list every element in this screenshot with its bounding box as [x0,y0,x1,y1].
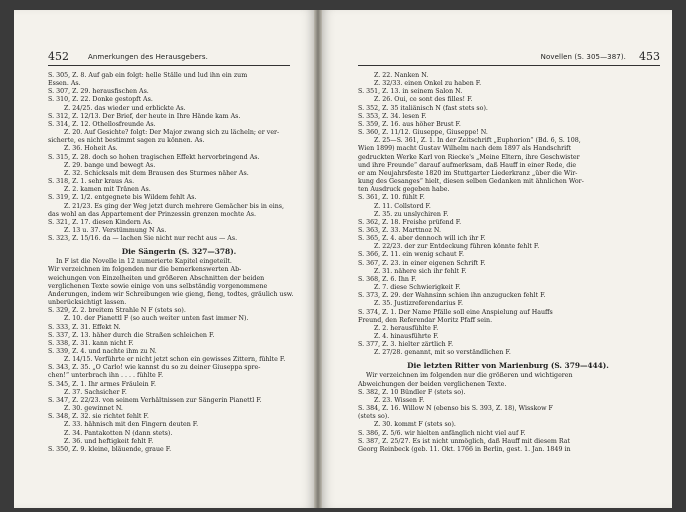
text-line: er am Neujahrsfeste 1820 im Stuttgarter Liederkranz „über die Wir- [358,169,578,177]
page-number: 452 [48,50,69,63]
text-line: Z. 2. kamen mit Tränen As. [64,186,151,194]
text-line: Wir verzeichnen im folgenden nur die größeren und wichtigeren [366,372,573,380]
text-line: S. 345, Z. 1. Ihr armes Fräulein F. [48,380,157,388]
text-line: weichungen von Einzelheiten und größeren Abschnitten der beiden [48,274,265,282]
text-line: S. 318, Z. 1. sehr kraus As. [48,178,135,186]
text-line: (stets so). [358,413,390,421]
text-line: Z. 20. Auf Gesichte? folgt: Der Major zwang sich zu lächeln; er ver- [64,129,280,137]
page-number: 453 [639,50,660,63]
text-line: S. 352, Z. 35 italiänisch N (fast stets so). [358,104,488,112]
text-line: Z. 30. kommt F (stets so). [374,421,456,429]
text-line: S. 374, Z. 1. Der Name Pfälle soll eine Anspielung auf Hauffs [358,308,553,316]
text-line: Z. 4. hinausführte F. [374,333,439,340]
running-head: Novellen (S. 305—387). [540,53,626,61]
text-line: S. 353, Z. 34. lesen F. [358,112,427,120]
text-line: S. 310, Z. 22. Donke gestopft As. [48,96,153,104]
text-line: S. 360, Z. 11/12. Giuseppe, Giuseppe! N. [358,129,488,137]
text-line: Z. 10. der Pianettl F (so auch weiter unten fast immer N). [64,315,249,323]
header-rule [358,65,660,66]
text-line: S. 361, Z. 10. fühlt F. [358,194,425,202]
text-line: Wir verzeichnen im folgenden nur die bemerkenswerten Ab- [48,266,242,274]
text-line: Freund, den Referendar Moritz Pfaff sein. [358,316,493,324]
text-line: S. 367, Z. 23. in einer eigenen Schrift F. [358,259,486,267]
text-line: S. 377, Z. 3. hielter zärtlich F. [358,341,454,349]
text-line: S. 337, Z. 13. häher durch die Straßen schleichen F. [48,331,215,339]
text-line: Z. 27/28. genannt, mit so verständlichen F. [374,349,511,357]
text-line: Z. 29. bange und bewegt As. [64,161,156,169]
intro-block [48,258,310,307]
text-line: Z. 26. Oui, ce sont des filles! F. [374,96,473,104]
text-line: S. 373, Z. 29. der Wahnsinn schien ihn anzugucken fehlt F. [358,292,546,300]
text-line: Z. 32. Schicksals mit dem Brausen des Sturmes näher As. [64,169,249,177]
text-line: S. 329, Z. 2. breitem Strahle N F (stets so). [48,307,186,315]
text-line: ten Ausdruck gegeben habe. [358,186,450,194]
book-gutter [314,10,322,508]
text-line: Z. 14/15. Verführte er nicht jetzt schon ein gewisses Zittern, fühlte F. [64,356,286,364]
text-line: Z. 32/33. einen Onkel zu haben F. [374,80,482,88]
text-line: S. 384, Z. 16. Willow N (ebenso bis S. 393, Z. 18), Wisskow F [358,405,553,413]
text-line: Z. 31. nähere sich ihr fehlt F. [374,267,467,275]
text-line: In F ist die Novelle in 12 numerierte Kapitel eingeteilt. [56,258,232,266]
notes-block [358,389,658,454]
text-line: S. 339, Z. 4. und nachte ihm zu N. [48,348,157,355]
text-line: unberücksichtigt lassen. [48,299,127,307]
text-line: Z. 36. und heftigkeit fehlt F. [64,437,154,445]
text-line: Z. 22/23. der zur Entdeckung führen könnte fehlt F. [374,243,540,251]
text-line: S. 323, Z. 15/16. da — lachen Sie nicht nur recht aus — As. [48,235,238,243]
text-line: Z. 24/25. das wieder und erblickte As. [64,104,186,112]
left-page [14,10,314,508]
text-line: S. 319, Z. 1/2. entgegnete bis Wildem fehlt As. [48,194,197,202]
text-line: Z. 35. Justizreferendarius F. [374,300,464,308]
text-line: Georg Reinbeck (geb. 11. Okt. 1766 in Berlin, gest. 1. Jan. 1849 in [358,445,571,453]
text-line: S. 347, Z. 22/23. von seinem Verhältnissen zur Sängerin Pianettl F. [48,396,262,404]
text-line: Änderungen, indem wir Schreibungen wie gieng, fieng, todtes, gräulich usw. [48,290,294,298]
text-line: und ihre Freunde“ darauf aufmerksam, daß Hauff in einer Rede, die [358,161,577,169]
text-line: S. 307, Z. 29. herausfischen As. [48,88,149,96]
notes-block [48,72,310,243]
text-line: Z. 23. Wissen F. [374,396,425,404]
text-line: chen!“ unterbrach ihn . . . . fühlte F. [48,372,164,380]
right-page [322,10,672,508]
text-line: S. 365, Z. 4. aber dennoch will ich ihr F. [358,235,486,243]
text-line: Z. 30. gewinnet N. [64,405,123,413]
text-line: gedruckten Werke Karl von Riecke's „Meine Eltern, ihre Geschwister [358,153,580,161]
text-line: Z. 2. herausfühlte F. [374,324,439,332]
text-line: S. 382, Z. 10 Bündler F (stets so). [358,388,466,396]
text-line: Z. 22. Nanken N. [374,72,429,79]
text-line: S. 312, Z. 12/13. Der Brief, der heute in Ihre Hände kam As. [48,112,241,120]
text-line: S. 305, Z. 8. Auf gab ein folgt: helle Ställe und lud ihn ein zum [48,72,248,79]
right-page-body [358,72,658,454]
text-line: S. 363, Z. 33. Marttnoz N. [358,226,441,234]
text-line: S. 333, Z. 31. Effekt N. [48,323,121,331]
text-line: S. 366, Z. 11. ein wenig schaut F. [358,251,464,259]
text-line: Z. 34. Pantakotten N (dann stets). [64,429,173,437]
text-line: S. 343, Z. 35. „O Carlo! wie kannst du so zu deiner Giuseppa spre- [48,364,261,372]
section-title: Die letzten Ritter von Marienburg (S. 379—444). [407,361,609,371]
text-line: Z. 33. hähnisch mit den Fingern deuten F. [64,421,199,429]
text-line: Z. 7. diese Schwierigkeit F. [374,284,461,292]
text-line: S. 387, Z. 25/27. Es ist nicht unmöglich, daß Hauff mit diesem Rat [358,437,570,445]
text-line: S. 338, Z. 31. kann nicht F. [48,339,134,347]
text-line: Z. 35. zu unslychiren F. [374,210,449,218]
text-line: Wien 1899) macht Gustav Wilhelm nach dem 1897 als Handschrift [358,145,571,153]
text-line: S. 350, Z. 9. kleine, bläuende, graue F. [48,445,172,453]
text-line: Z. 25—S. 361, Z. 1. In der Zeitschrift „Euphorion“ (Bd. 6, S. 108, [374,137,581,145]
text-line: S. 362, Z. 18. Freishe prüfend F. [358,218,462,226]
text-line: das wohl an das Appartement der Prinzessin grenzen mochte As. [48,210,256,218]
text-line: Essen. As. [48,80,81,88]
text-line: S. 348, Z. 32. sie richtet fehlt F. [48,413,149,421]
notes-block [48,307,310,454]
text-line: Z. 36. Hoheit As. [64,145,118,153]
text-line: S. 321, Z. 17. diesen Kindern As. [48,218,153,226]
text-line: Z. 13 u. 37. Verstümmung N As. [64,226,167,234]
text-line: S. 386, Z. 5/6. wir hielten anfänglich nicht viel auf F. [358,429,526,437]
intro-block [358,372,658,388]
text-line: S. 315, Z. 28. doch so hohen tragischen Effekt hervorbringend As. [48,153,260,161]
text-line: S. 359, Z. 16. aus höher Brust F. [358,120,461,128]
header-rule [48,65,290,66]
text-line: Abweichungen der beiden verglichenen Texte. [358,380,507,388]
notes-block [358,72,658,357]
text-line: S. 314, Z. 12. Othellosfreunde As. [48,120,156,128]
left-page-body [48,72,310,454]
running-head: Anmerkungen des Herausgebers. [88,53,208,61]
text-line: verglichenen Texte sowie einige von uns selbständig vorgenommene [48,282,268,290]
text-line: Z. 37. Sachsicher F. [64,388,127,396]
text-line: S. 368, Z. 6. Ihn F. [358,275,417,283]
section-title: Die Sängerin (S. 327—378). [121,247,237,257]
text-line: kung des Gesanges“ hielt, diesen selben Gedanken mit ähnlichen Wor- [358,178,584,186]
text-line: Z. 21/23. Es ging der Weg jetzt durch mehrere Gemächer bis in eins, [64,202,285,210]
text-line: sicherte, es nicht bestimmt sagen zu können. As. [48,137,205,145]
text-line: Z. 11. Collstord F. [374,202,431,210]
text-line: S. 351, Z. 13. in seinem Salon N. [358,88,463,96]
